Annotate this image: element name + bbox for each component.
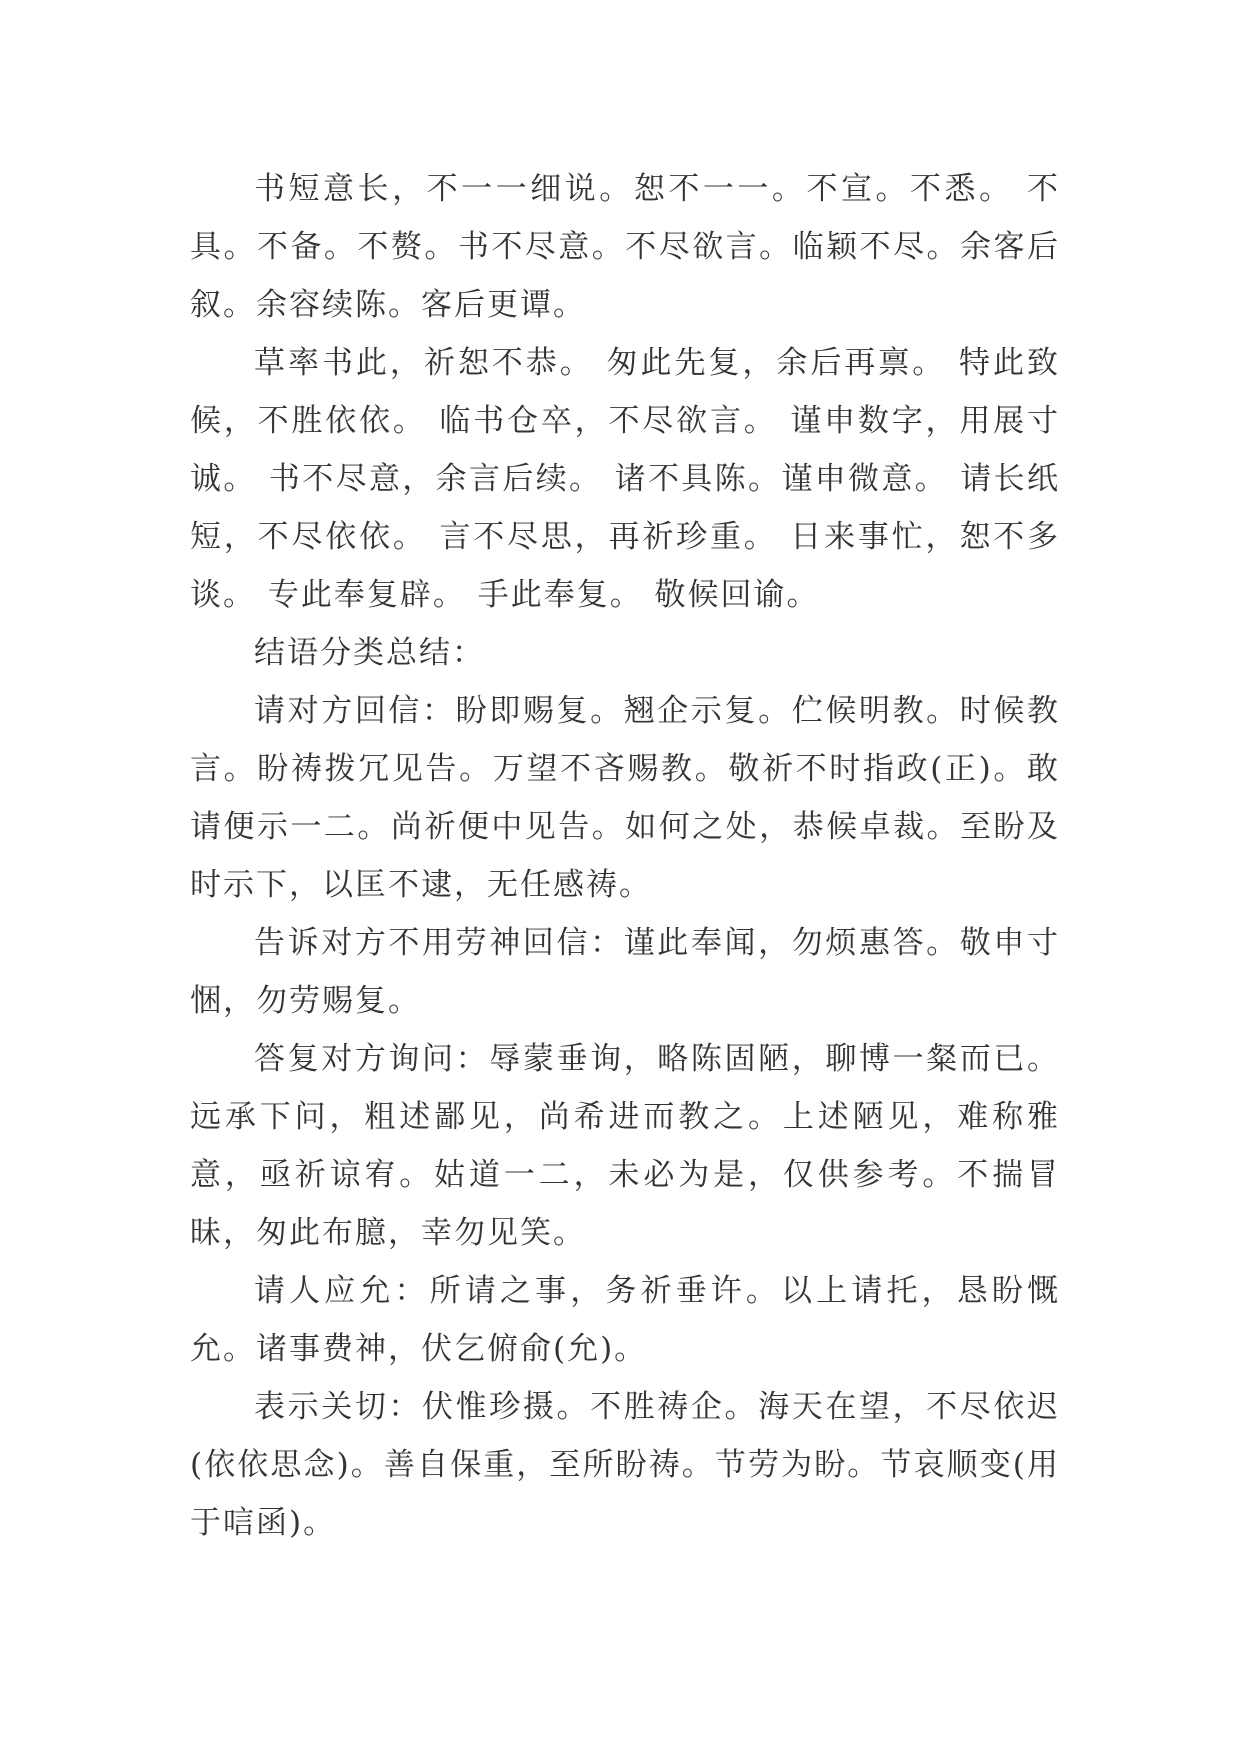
paragraph-request-reply: 请对方回信：盼即赐复。翘企示复。伫候明教。时候教言。盼祷拨冗见告。万望不吝赐教。敬祈不时指政(正)。敢请便示一二。尚祈便中见告。如何之处，恭候卓裁。至盼及时示下，以匡不逮，无任感祷。 xyxy=(190,693,1060,903)
paragraph-answer-inquiry: 答复对方询问：辱蒙垂询，略陈固陋，聊博一粲而已。远承下问，粗述鄙见，尚希进而教之。上述陋见，难称雅意，亟祈谅宥。姑道一二，未必为是，仅供参考。不揣冒昧，匆此布臆，幸勿见笑。 xyxy=(190,1041,1060,1251)
paragraph-express-concern: 表示关切：伏惟珍摄。不胜祷企。海天在望，不尽依迟(依依思念)。善自保重，至所盼祷。节劳为盼。节哀顺变(用于唁函)。 xyxy=(190,1389,1060,1541)
paragraph-request-consent: 请人应允：所请之事，务祈垂许。以上请托，恳盼慨允。诸事费神，伏乞俯俞(允)。 xyxy=(190,1273,1060,1367)
paragraph-no-reply-needed: 告诉对方不用劳神回信：谨此奉闻，勿烦惠答。敬申寸悃，勿劳赐复。 xyxy=(190,925,1060,1019)
document-body xyxy=(190,160,1060,1552)
paragraph-closing-phrases: 书短意长，不一一细说。恕不一一。不宣。不悉。 不具。不备。不赘。书不尽意。不尽欲言。临颖不尽。余客后叙。余容续陈。客后更谭。 xyxy=(190,171,1060,323)
paragraph-summary-heading: 结语分类总结： xyxy=(254,635,485,671)
paragraph-closing-phrases-2: 草率书此，祈恕不恭。 匆此先复，余后再禀。 特此致候，不胜依依。 临书仓卒，不尽欲言。 谨申数字，用展寸诚。 书不尽意，余言后续。 诸不具陈。谨申微意。 请长纸短，不尽依依。 言不尽思，再祈珍重。 日来事忙，恕不多谈。 专此奉复辟。 手此奉复。 敬候回谕。 xyxy=(190,345,1060,613)
